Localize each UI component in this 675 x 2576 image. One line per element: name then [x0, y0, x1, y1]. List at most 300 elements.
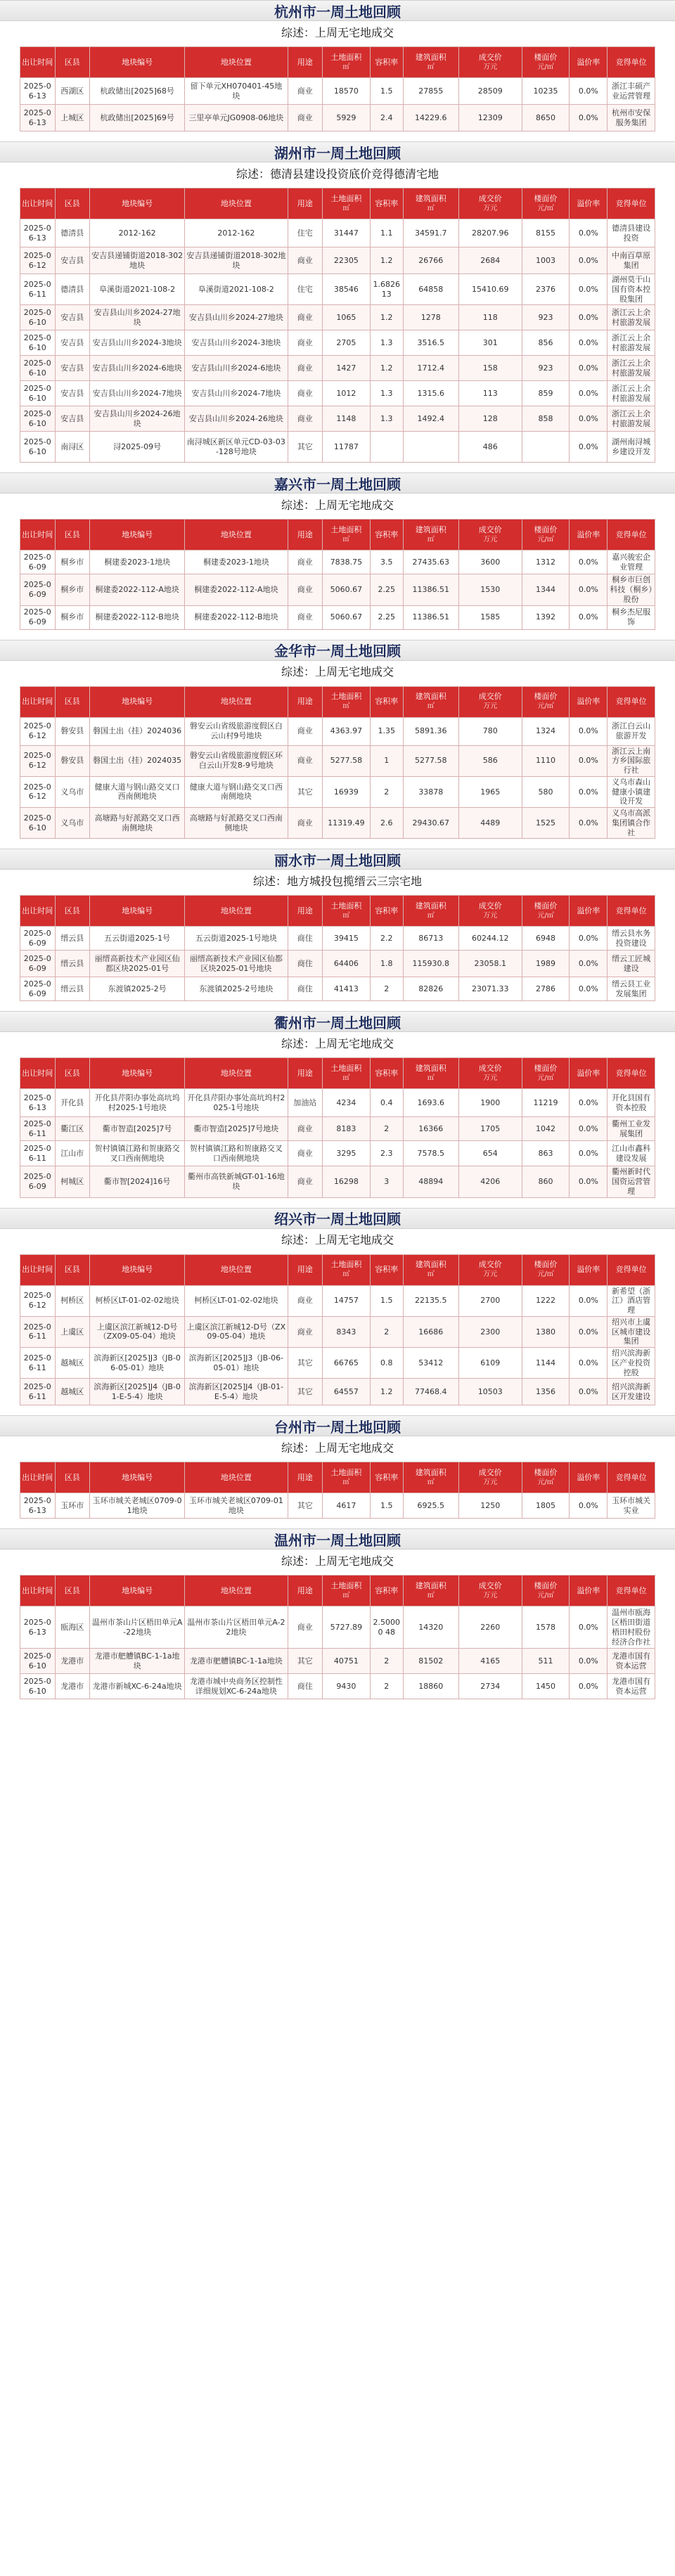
land-deal-table	[20, 188, 655, 463]
cell-plot-ratio: 1.5	[370, 1285, 403, 1316]
cell-district: 桐乡市	[55, 574, 90, 605]
cell-parcel-location: 安吉县山川乡2024-27地块	[185, 305, 288, 330]
col-header-floor-price	[522, 520, 570, 550]
cell-land-area: 7838.75	[323, 550, 371, 574]
col-header-label: 土地面积	[330, 1581, 362, 1591]
col-header-label: 成交价	[478, 52, 502, 62]
cell-premium-rate: 0.0%	[570, 977, 608, 1001]
section-title: 丽水市一周土地回顾	[0, 849, 675, 870]
cell-premium-rate: 0.0%	[570, 808, 608, 839]
cell-winning-bidder: 江山市鑫科建设发展	[608, 1141, 655, 1166]
cell-deal-price: 780	[458, 717, 522, 745]
table-row	[20, 1674, 655, 1699]
cell-district: 越城区	[55, 1348, 90, 1379]
cell-land-use: 住宅	[288, 274, 323, 305]
cell-district: 安吉县	[55, 381, 90, 406]
col-header-label: 出让时间	[22, 1265, 53, 1275]
cell-floor-price: 1222	[522, 1285, 570, 1316]
cell-transfer-date: 2025-06-12	[20, 745, 56, 776]
table-row	[20, 574, 655, 605]
cell-land-use: 商住	[288, 951, 323, 977]
cell-building-area: 77468.4	[403, 1379, 458, 1405]
col-header-label: 土地面积	[330, 1064, 362, 1074]
col-header-parcel-code	[90, 1576, 185, 1606]
col-header-parcel-location	[185, 47, 288, 78]
table-row	[20, 927, 655, 951]
col-header-label: 建筑面积	[415, 1260, 446, 1270]
cell-land-use: 商业	[288, 247, 323, 274]
cell-parcel-code: 丽缙高新技术产业园区仙都区块2025-01号	[90, 951, 185, 977]
table-row	[20, 1649, 655, 1674]
section-title: 温州市一周土地回顾	[0, 1528, 675, 1550]
col-header-label: 建筑面积	[415, 1581, 446, 1591]
col-header-label: 竞得单位	[615, 906, 647, 915]
cell-premium-rate: 0.0%	[570, 330, 608, 356]
section-title: 衢州市一周土地回顾	[0, 1011, 675, 1032]
col-header-label: 楼面价	[534, 193, 558, 203]
section-spacer	[0, 131, 675, 141]
cell-land-area: 9430	[323, 1674, 371, 1699]
cell-floor-price: 863	[522, 1141, 570, 1166]
col-header-label: 地块位置	[220, 57, 252, 67]
cell-land-area: 1427	[323, 356, 371, 381]
cell-district: 义乌市	[55, 776, 90, 807]
col-header-land-use	[288, 1254, 323, 1285]
col-header-label: 容积率	[375, 1585, 399, 1595]
cell-winning-bidder: 绍兴滨海新区开发建设	[608, 1379, 655, 1405]
cell-parcel-location: 贺村镇镇江路和贺康路交叉口西南侧地块	[185, 1141, 288, 1166]
cell-winning-bidder: 衢州新时代国资运营管理	[608, 1166, 655, 1197]
col-header-transfer-date	[20, 1576, 56, 1606]
col-header-premium-rate	[570, 188, 608, 219]
col-header-unit: ㎡	[342, 535, 350, 543]
cell-district: 越城区	[55, 1379, 90, 1405]
section-summary: 综述：上周无宅地成交	[0, 661, 675, 682]
col-header-unit: ㎡	[427, 1270, 435, 1279]
cell-parcel-code: 安吉县递铺街道2018-302地块	[90, 247, 185, 274]
cell-district: 桐乡市	[55, 550, 90, 574]
cell-parcel-location: 健康大道与钢山路交叉口西南侧地块	[185, 776, 288, 807]
cell-premium-rate: 0.0%	[570, 1166, 608, 1197]
col-header-label: 用途	[297, 1472, 313, 1482]
land-deal-table	[20, 1575, 655, 1699]
cell-winning-bidder: 衢州工业发展集团	[608, 1117, 655, 1141]
col-header-parcel-location	[185, 1058, 288, 1089]
col-header-label: 地块位置	[220, 529, 252, 539]
col-header-premium-rate	[570, 47, 608, 78]
cell-plot-ratio: 1.35	[370, 717, 403, 745]
col-header-label: 竞得单位	[615, 1472, 647, 1482]
cell-floor-price: 6948	[522, 927, 570, 951]
col-header-unit: 万元	[483, 911, 498, 920]
cell-plot-ratio: 2	[370, 977, 403, 1001]
cell-land-area: 18570	[323, 78, 371, 105]
cell-land-use: 其它	[288, 1348, 323, 1379]
col-header-label: 区县	[64, 697, 80, 707]
col-header-unit: 元/㎡	[537, 702, 554, 711]
cell-building-area: 11386.51	[403, 574, 458, 605]
table-row	[20, 808, 655, 839]
col-header-unit: ㎡	[427, 204, 435, 212]
col-header-label: 区县	[64, 1472, 80, 1482]
cell-transfer-date: 2025-06-09	[20, 605, 56, 629]
col-header-unit: 万元	[483, 702, 498, 711]
table-row	[20, 305, 655, 330]
cell-plot-ratio: 2.6	[370, 808, 403, 839]
cell-deal-price: 2700	[458, 1285, 522, 1316]
cell-district: 桐乡市	[55, 605, 90, 629]
cell-floor-price: 1392	[522, 605, 570, 629]
col-header-plot-ratio	[370, 1254, 403, 1285]
col-header-plot-ratio	[370, 896, 403, 927]
col-header-label: 出让时间	[22, 1068, 53, 1078]
col-header-label: 地块编号	[122, 906, 153, 915]
cell-premium-rate: 0.0%	[570, 1649, 608, 1674]
col-header-land-use	[288, 686, 323, 717]
cell-parcel-location: 南浔城区新区单元CD-03-03-128号地块	[185, 432, 288, 463]
cell-plot-ratio: 1.3	[370, 406, 403, 432]
cell-parcel-location: 桐建委2022-112-B地块	[185, 605, 288, 629]
col-header-label: 容积率	[375, 1265, 399, 1275]
col-header-unit: ㎡	[342, 1270, 350, 1279]
cell-deal-price: 12309	[458, 105, 522, 131]
col-header-transfer-date	[20, 1462, 56, 1493]
cell-land-use: 其它	[288, 1379, 323, 1405]
cell-deal-price: 654	[458, 1141, 522, 1166]
cell-winning-bidder: 龙港市国有资本运营	[608, 1649, 655, 1674]
cell-winning-bidder: 嘉兴骏宏企业管理	[608, 550, 655, 574]
cell-deal-price: 2684	[458, 247, 522, 274]
col-header-building-area	[403, 896, 458, 927]
cell-premium-rate: 0.0%	[570, 356, 608, 381]
cell-premium-rate: 0.0%	[570, 745, 608, 776]
col-header-parcel-location	[185, 520, 288, 550]
col-header-plot-ratio	[370, 47, 403, 78]
cell-parcel-code: 滨海新区[2025]J4（JB-01-E-5-4）地块	[90, 1379, 185, 1405]
col-header-label: 成交价	[478, 1468, 502, 1478]
table-row	[20, 274, 655, 305]
col-header-parcel-location	[185, 188, 288, 219]
cell-parcel-location: 安吉县递铺街道2018-302地块	[185, 247, 288, 274]
table-row	[20, 330, 655, 356]
section-summary: 综述：上周无宅地成交	[0, 1436, 675, 1457]
cell-parcel-location: 丽缙高新技术产业园区仙都区块2025-01号地块	[185, 951, 288, 977]
cell-transfer-date: 2025-06-09	[20, 550, 56, 574]
cell-land-area: 40751	[323, 1649, 371, 1674]
col-header-district	[55, 520, 90, 550]
cell-parcel-location: 龙港市舥艚镇BC-1-1a地块	[185, 1649, 288, 1674]
col-header-label: 楼面价	[534, 901, 558, 911]
col-header-land-area	[323, 188, 371, 219]
col-header-floor-price	[522, 47, 570, 78]
col-header-label: 地块位置	[220, 198, 252, 208]
table-row	[20, 1379, 655, 1405]
cell-district: 衢江区	[55, 1117, 90, 1141]
cell-transfer-date: 2025-06-10	[20, 381, 56, 406]
cell-deal-price: 15410.69	[458, 274, 522, 305]
cell-transfer-date: 2025-06-13	[20, 1089, 56, 1117]
col-header-unit: 元/㎡	[537, 535, 554, 543]
cell-premium-rate: 0.0%	[570, 1493, 608, 1519]
cell-transfer-date: 2025-06-11	[20, 1379, 56, 1405]
cell-parcel-location: 安吉县山川乡2024-7地块	[185, 381, 288, 406]
col-header-winning-bidder	[608, 1254, 655, 1285]
cell-district: 安吉县	[55, 356, 90, 381]
cell-floor-price	[522, 432, 570, 463]
cell-deal-price: 28509	[458, 78, 522, 105]
col-header-parcel-code	[90, 47, 185, 78]
cell-floor-price: 1144	[522, 1348, 570, 1379]
col-header-unit: ㎡	[427, 1074, 435, 1082]
cell-building-area: 27855	[403, 78, 458, 105]
cell-land-area: 22305	[323, 247, 371, 274]
col-header-label: 用途	[297, 198, 313, 208]
col-header-deal-price	[458, 686, 522, 717]
cell-district: 德清县	[55, 274, 90, 305]
cell-land-area: 1065	[323, 305, 371, 330]
col-header-district	[55, 188, 90, 219]
col-header-label: 溢价率	[577, 57, 600, 67]
col-header-parcel-code	[90, 1254, 185, 1285]
cell-transfer-date: 2025-06-10	[20, 305, 56, 330]
col-header-parcel-location	[185, 686, 288, 717]
section-spacer	[0, 630, 675, 640]
col-header-unit: 万元	[483, 1478, 498, 1486]
col-header-label: 用途	[297, 57, 313, 67]
col-header-label: 楼面价	[534, 52, 558, 62]
cell-land-use: 商住	[288, 1674, 323, 1699]
cell-transfer-date: 2025-06-10	[20, 432, 56, 463]
cell-parcel-location: 柯桥区LT-01-02-02地块	[185, 1285, 288, 1316]
cell-winning-bidder: 义乌市森山健康小镇建设开发	[608, 776, 655, 807]
table-row	[20, 356, 655, 381]
col-header-floor-price	[522, 1058, 570, 1089]
cell-plot-ratio: 2.50000 48	[370, 1606, 403, 1649]
cell-transfer-date: 2025-06-13	[20, 1606, 56, 1649]
col-header-label: 建筑面积	[415, 692, 446, 702]
cell-premium-rate: 0.0%	[570, 776, 608, 807]
cell-district: 西湖区	[55, 78, 90, 105]
cell-floor-price: 1578	[522, 1606, 570, 1649]
cell-premium-rate: 0.0%	[570, 1674, 608, 1699]
cell-winning-bidder: 中南百草原集团	[608, 247, 655, 274]
col-header-land-area	[323, 47, 371, 78]
cell-district: 磐安县	[55, 745, 90, 776]
col-header-label: 地块编号	[122, 529, 153, 539]
col-header-land-area	[323, 1058, 371, 1089]
cell-deal-price: 2734	[458, 1674, 522, 1699]
cell-plot-ratio: 0.8	[370, 1348, 403, 1379]
col-header-label: 区县	[64, 529, 80, 539]
cell-building-area: 18860	[403, 1674, 458, 1699]
cell-land-area: 64557	[323, 1379, 371, 1405]
section-summary: 综述：德清县建设投资底价竞得德清宅地	[0, 162, 675, 183]
col-header-unit: ㎡	[342, 1478, 350, 1486]
col-header-premium-rate	[570, 686, 608, 717]
cell-district: 南浔区	[55, 432, 90, 463]
col-header-winning-bidder	[608, 686, 655, 717]
cell-building-area: 81502	[403, 1649, 458, 1674]
table-row	[20, 432, 655, 463]
cell-land-area: 31447	[323, 219, 371, 247]
section-title: 杭州市一周土地回顾	[0, 0, 675, 21]
cell-parcel-code: 桐建委2022-112-A地块	[90, 574, 185, 605]
col-header-land-area	[323, 686, 371, 717]
col-header-unit: ㎡	[342, 63, 350, 71]
col-header-winning-bidder	[608, 47, 655, 78]
col-header-transfer-date	[20, 520, 56, 550]
cell-building-area	[403, 432, 458, 463]
col-header-label: 成交价	[478, 1260, 502, 1270]
col-header-label: 用途	[297, 697, 313, 707]
cell-parcel-code: 阜溪街道2021-108-2	[90, 274, 185, 305]
cell-parcel-code: 安吉县山川乡2024-27地块	[90, 305, 185, 330]
cell-district: 龙港市	[55, 1649, 90, 1674]
col-header-floor-price	[522, 686, 570, 717]
cell-parcel-code: 磐国土出（挂）2024035	[90, 745, 185, 776]
cell-plot-ratio: 0.4	[370, 1089, 403, 1117]
col-header-district	[55, 1058, 90, 1089]
cell-winning-bidder: 浙江白云山旅游开发	[608, 717, 655, 745]
col-header-label: 地块编号	[122, 1472, 153, 1482]
col-header-transfer-date	[20, 686, 56, 717]
col-header-plot-ratio	[370, 520, 403, 550]
cell-winning-bidder: 浙江云上余村旅游发展	[608, 381, 655, 406]
cell-deal-price: 10503	[458, 1379, 522, 1405]
cell-premium-rate: 0.0%	[570, 1117, 608, 1141]
col-header-label: 容积率	[375, 1068, 399, 1078]
col-header-label: 成交价	[478, 901, 502, 911]
table-row	[20, 1493, 655, 1519]
col-header-unit: ㎡	[427, 535, 435, 543]
col-header-building-area	[403, 47, 458, 78]
cell-deal-price: 23071.33	[458, 977, 522, 1001]
col-header-label: 地块编号	[122, 198, 153, 208]
cell-land-use: 商业	[288, 550, 323, 574]
col-header-unit: 元/㎡	[537, 1074, 554, 1082]
col-header-unit: ㎡	[427, 63, 435, 71]
col-header-deal-price	[458, 1462, 522, 1493]
col-header-label: 地块编号	[122, 1068, 153, 1078]
cell-district: 开化县	[55, 1089, 90, 1117]
cell-land-area: 2705	[323, 330, 371, 356]
cell-district: 安吉县	[55, 330, 90, 356]
cell-land-use: 商业	[288, 717, 323, 745]
city-section	[0, 1528, 675, 1699]
col-header-floor-price	[522, 1462, 570, 1493]
cell-land-use: 商业	[288, 1316, 323, 1347]
section-summary: 综述：上周无宅地成交	[0, 1550, 675, 1571]
cell-district: 玉环市	[55, 1493, 90, 1519]
col-header-district	[55, 47, 90, 78]
col-header-winning-bidder	[608, 1058, 655, 1089]
cell-deal-price: 60244.12	[458, 927, 522, 951]
cell-plot-ratio: 1	[370, 745, 403, 776]
col-header-label: 竞得单位	[615, 529, 647, 539]
cell-district: 上虞区	[55, 1316, 90, 1347]
col-header-label: 土地面积	[330, 1468, 362, 1478]
col-header-unit: 万元	[483, 63, 498, 71]
cell-deal-price: 158	[458, 356, 522, 381]
cell-building-area: 14229.6	[403, 105, 458, 131]
cell-land-area: 1012	[323, 381, 371, 406]
table-row	[20, 1166, 655, 1197]
cell-winning-bidder: 绍兴滨海新区产业投资控股	[608, 1348, 655, 1379]
col-header-floor-price	[522, 896, 570, 927]
city-section	[0, 1415, 675, 1528]
cell-parcel-location: 安吉县山川乡2024-6地块	[185, 356, 288, 381]
cell-land-area: 1148	[323, 406, 371, 432]
col-header-unit: 万元	[483, 1270, 498, 1279]
col-header-unit: ㎡	[427, 911, 435, 920]
col-header-unit: ㎡	[342, 702, 350, 711]
cell-floor-price: 11219	[522, 1089, 570, 1117]
cell-premium-rate: 0.0%	[570, 605, 608, 629]
section-summary: 综述：上周无宅地成交	[0, 21, 675, 42]
col-header-label: 建筑面积	[415, 901, 446, 911]
cell-parcel-code: 安吉县山川乡2024-3地块	[90, 330, 185, 356]
cell-plot-ratio: 2.4	[370, 105, 403, 131]
cell-transfer-date: 2025-06-11	[20, 1141, 56, 1166]
cell-land-use: 商业	[288, 1285, 323, 1316]
cell-floor-price: 1805	[522, 1493, 570, 1519]
col-header-land-use	[288, 47, 323, 78]
cell-parcel-code: 龙港市新城XC-6-24a地块	[90, 1674, 185, 1699]
cell-building-area: 3516.5	[403, 330, 458, 356]
cell-land-area: 4234	[323, 1089, 371, 1117]
cell-parcel-code: 杭政储出[2025]68号	[90, 78, 185, 105]
cell-district: 缙云县	[55, 927, 90, 951]
cell-building-area: 34591.7	[403, 219, 458, 247]
cell-floor-price: 1042	[522, 1117, 570, 1141]
col-header-label: 竞得单位	[615, 198, 647, 208]
cell-land-use: 其它	[288, 1649, 323, 1674]
cell-floor-price: 923	[522, 305, 570, 330]
cell-premium-rate: 0.0%	[570, 927, 608, 951]
cell-transfer-date: 2025-06-10	[20, 808, 56, 839]
cell-parcel-location: 留下单元XH070401-45地块	[185, 78, 288, 105]
cell-building-area: 14320	[403, 1606, 458, 1649]
cell-transfer-date: 2025-06-13	[20, 105, 56, 131]
cell-transfer-date: 2025-06-10	[20, 406, 56, 432]
cell-transfer-date: 2025-06-13	[20, 219, 56, 247]
col-header-deal-price	[458, 520, 522, 550]
col-header-label: 地块编号	[122, 697, 153, 707]
cell-parcel-code: 健康大道与钢山路交叉口西南侧地块	[90, 776, 185, 807]
col-header-label: 成交价	[478, 193, 502, 203]
section-spacer	[0, 839, 675, 849]
col-header-label: 地块位置	[220, 1068, 252, 1078]
col-header-transfer-date	[20, 1254, 56, 1285]
col-header-deal-price	[458, 1058, 522, 1089]
cell-land-area: 8183	[323, 1117, 371, 1141]
cell-deal-price: 586	[458, 745, 522, 776]
land-deal-table	[20, 1057, 655, 1197]
cell-parcel-location: 磐安云山省级旅游度假区环白云山开发8-9号地块	[185, 745, 288, 776]
col-header-label: 用途	[297, 906, 313, 915]
cell-district: 江山市	[55, 1141, 90, 1166]
col-header-label: 用途	[297, 529, 313, 539]
cell-winning-bidder: 浙江云上余村旅游发展	[608, 305, 655, 330]
col-header-label: 竞得单位	[615, 697, 647, 707]
cell-parcel-code: 衢市智造[2025]7号	[90, 1117, 185, 1141]
section-spacer	[0, 463, 675, 472]
cell-district: 缙云县	[55, 977, 90, 1001]
cell-transfer-date: 2025-06-09	[20, 951, 56, 977]
section-spacer	[0, 1405, 675, 1415]
cell-floor-price: 580	[522, 776, 570, 807]
cell-parcel-code: 安吉县山川乡2024-7地块	[90, 381, 185, 406]
